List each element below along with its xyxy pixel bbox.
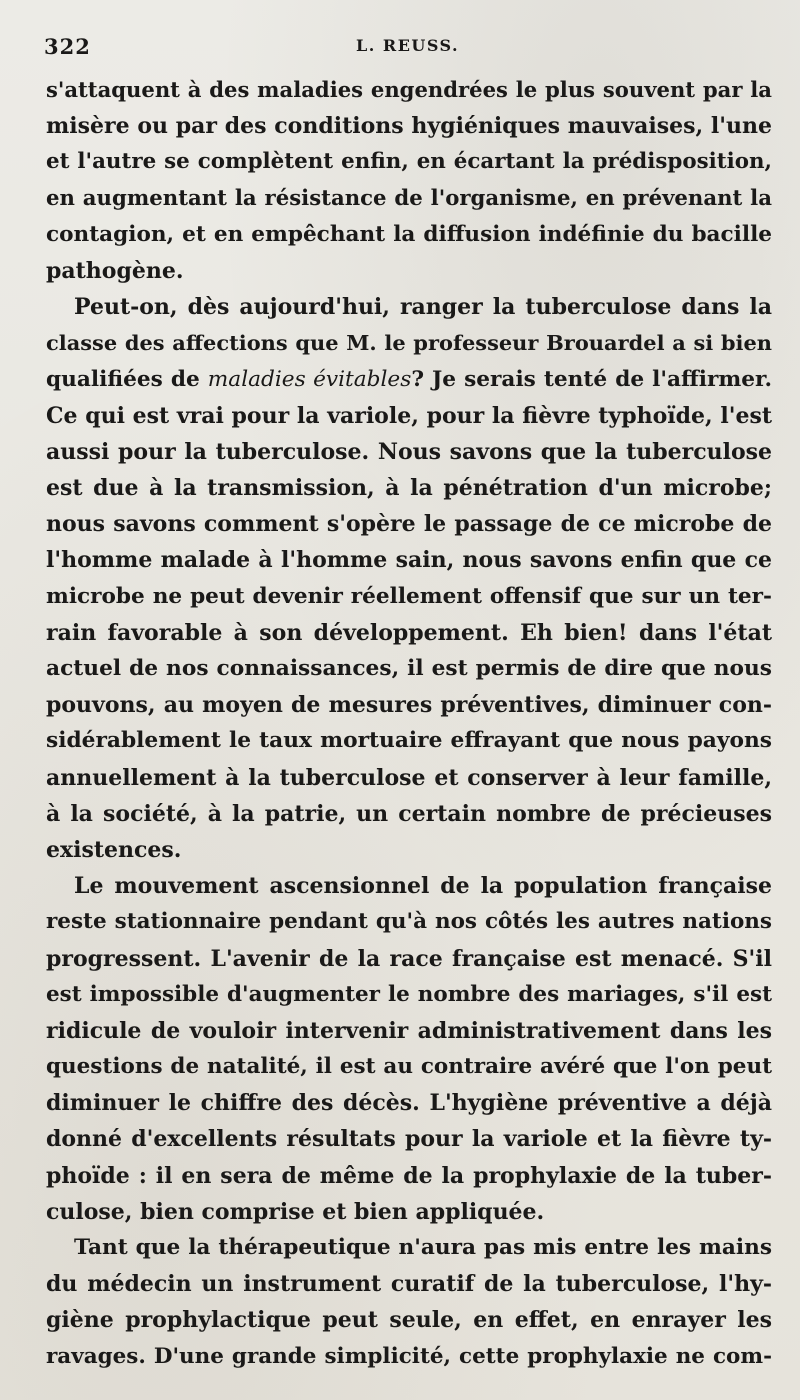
text-line: sidérablement le taux mortuaire effrayant que nous payons — [46, 728, 772, 754]
text-line: Peut-on, dès aujourd'hui, ranger la tuberculose dans la — [74, 294, 772, 321]
text-line: est due à la transmission, à la pénétration d'un microbe; — [46, 475, 772, 502]
text-segment: ? Je serais tenté de l'affirmer. — [411, 366, 772, 392]
text-line: Ce qui est vrai pour la variole, pour la fièvre typhoïde, l'est — [46, 402, 772, 429]
body-text — [46, 72, 772, 1375]
text-line: à la société, à la patrie, un certain nombre de précieuses — [46, 800, 772, 827]
text-line: Tant que la thérapeutique n'aura pas mis entre les mains — [74, 1235, 772, 1260]
text-line: phoïde : il en sera de même de la prophylaxie de la tuber- — [46, 1162, 772, 1189]
running-head: L. REUSS. — [356, 36, 460, 55]
text-line: contagion, et en empêchant la diffusion indéfinie du bacille — [46, 221, 772, 247]
text-line: rain favorable à son développement. Eh bien! dans l'état — [46, 619, 772, 646]
text-line: pathogène. — [46, 257, 184, 284]
text-line: microbe ne peut devenir réellement offensif que sur un ter- — [46, 583, 772, 609]
text-line: aussi pour la tuberculose. Nous savons que la tuberculose — [46, 438, 772, 465]
text-segment: qualifiées de — [46, 366, 208, 392]
text-line: misère ou par des conditions hygiéniques mauvaises, l'une — [46, 113, 772, 140]
text-line: du médecin un instrument curatif de la tuberculose, l'hy- — [46, 1271, 772, 1298]
text-line: giène prophylactique peut seule, en effet, en enrayer les — [46, 1307, 772, 1334]
text-line-with-italic — [46, 362, 772, 398]
text-line: actuel de nos connaissances, il est permis de dire que nous — [46, 656, 772, 681]
page-header — [44, 34, 756, 64]
text-line: existences. — [46, 836, 182, 863]
text-line: pouvons, au moyen de mesures préventives, diminuer con- — [46, 692, 772, 719]
text-line: classe des affections que M. le professeur Brouardel a si bien — [46, 330, 772, 356]
text-line: ridicule de vouloir intervenir administrativement dans les — [46, 1017, 772, 1044]
page-number: 322 — [44, 34, 91, 59]
text-line: donné d'excellents résultats pour la variole et la fièvre ty- — [46, 1126, 772, 1153]
text-line: est impossible d'augmenter le nombre des mariages, s'il est — [46, 981, 772, 1007]
text-line: culose, bien comprise et bien appliquée. — [46, 1198, 545, 1225]
text-line: annuellement à la tuberculose et conserver à leur famille, — [46, 764, 772, 791]
text-line: Le mouvement ascensionnel de la population française — [74, 873, 772, 900]
text-line: progressent. L'avenir de la race française est menacé. S'il — [46, 945, 772, 972]
text-line: en augmentant la résistance de l'organisme, en prévenant la — [46, 185, 772, 211]
text-line: ravages. D'une grande simplicité, cette prophylaxie ne com- — [46, 1343, 772, 1369]
text-line: et l'autre se complètent enfin, en écartant la prédisposition, — [46, 149, 772, 175]
text-line: reste stationnaire pendant qu'à nos côtés les autres nations — [46, 909, 772, 935]
text-line: questions de natalité, il est au contraire avéré que l'on peut — [46, 1054, 772, 1080]
text-line: s'attaquent à des maladies engendrées le plus souvent par la — [46, 77, 772, 102]
italic-term: maladies évitables — [207, 366, 412, 392]
text-line: nous savons comment s'opère le passage de ce microbe de — [46, 511, 772, 538]
text-line: l'homme malade à l'homme sain, nous savons enfin que ce — [46, 547, 772, 574]
text-line: diminuer le chiffre des décès. L'hygiène préventive a déjà — [46, 1090, 772, 1117]
